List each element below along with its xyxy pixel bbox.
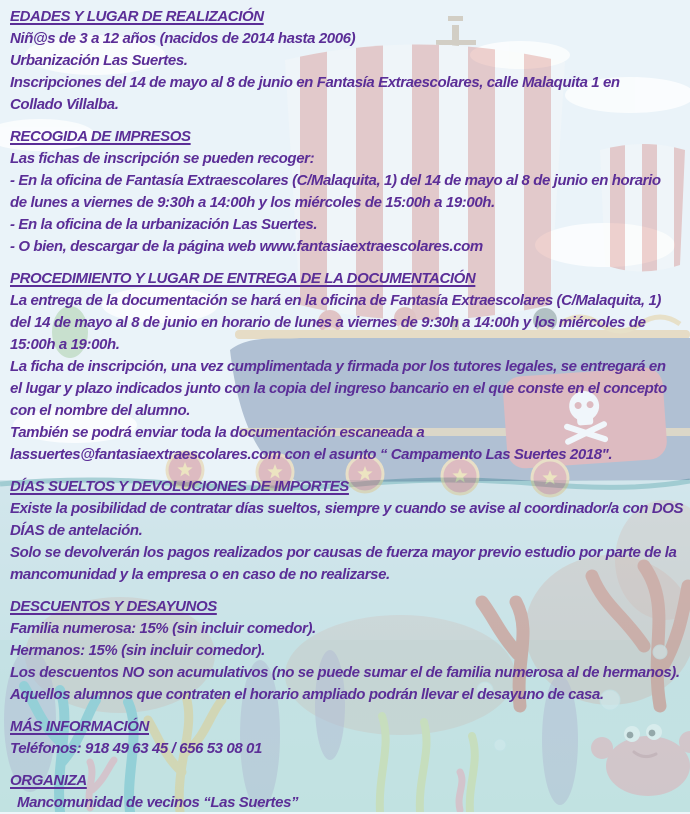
text-line: Familia numerosa: 15% (sin incluir comedor). (10, 620, 316, 637)
text-line: del 14 de mayo al 8 de junio en horario de lunes a viernes de 9:30h a 14:00h y los miércoles de (10, 314, 646, 331)
text-line: mancomunidad y la empresa o en caso de no realizarse. (10, 566, 390, 583)
text-line: Aquellos alumnos que contraten el horario ampliado podrán llevar el desayuno de casa. (10, 686, 604, 703)
section-heading: DÍAS SUELTOS Y DEVOLUCIONES DE IMPORTES (10, 478, 349, 495)
text-line: - En la oficina de Fantasía Extraescolares (C/Malaquita, 1) del 14 de mayo al 8 de junio en horario (10, 172, 661, 189)
section-heading: EDADES Y LUGAR DE REALIZACIÓN (10, 8, 264, 25)
section-heading: RECOGIDA DE IMPRESOS (10, 128, 191, 145)
text-line: Las fichas de inscripción se pueden recoger: (10, 150, 315, 167)
section-heading: ORGANIZA (10, 772, 87, 789)
section-heading: PROCEDIMIENTO Y LUGAR DE ENTREGA DE LA DOCUMENTACIÓN (10, 270, 476, 287)
section-organiza (10, 770, 690, 814)
section-recogida (10, 126, 690, 258)
phone-numbers: Teléfonos: 918 49 63 45 / 656 53 08 01 (10, 740, 262, 757)
text-line: Urbanización Las Suertes. (10, 52, 188, 69)
text-line: La entrega de la documentación se hará en la oficina de Fantasía Extraescolares (C/Malaquita, 1) (10, 292, 661, 309)
section-mas-informacion (10, 716, 690, 760)
organizer-name: Mancomunidad de vecinos “Las Suertes” (17, 794, 299, 811)
text-line: Niñ@s de 3 a 12 años (nacidos de 2014 hasta 2006) (10, 30, 356, 47)
text-line: Inscripciones del 14 de mayo al 8 de junio en Fantasía Extraescolares, calle Malaquita 1 en (10, 74, 620, 91)
section-procedimiento (10, 268, 690, 466)
text-line: Solo se devolverán los pagos realizados por causas de fuerza mayor previo estudio por parte de la (10, 544, 677, 561)
text-line: También se podrá enviar toda la documentación escaneada a (10, 424, 425, 441)
text-line: lassuertes@fantasiaextraescolares.com con el asunto “ Campamento Las Suertes 2018". (10, 446, 613, 463)
section-edades (10, 6, 690, 116)
text-line: - En la oficina de la urbanización Las Suertes. (10, 216, 318, 233)
flyer-text (10, 6, 690, 814)
section-heading: DESCUENTOS Y DESAYUNOS (10, 598, 217, 615)
text-line: Collado Villalba. (10, 96, 119, 113)
section-descuentos (10, 596, 690, 706)
text-line: el lugar y plazo indicados junto con la copia del ingreso bancario en el que conste en el concepto (10, 380, 667, 397)
text-line: Hermanos: 15% (sin incluir comedor). (10, 642, 265, 659)
text-line: DÍAS de antelación. (10, 522, 143, 539)
text-line: Los descuentos NO son acumulativos (no se puede sumar el de familia numerosa al de hermanos). (10, 664, 680, 681)
section-heading: MÁS INFORMACIÓN (10, 718, 149, 735)
text-line: Existe la posibilidad de contratar días sueltos, siempre y cuando se avise al coordinador/a con DOS (10, 500, 684, 517)
text-line: con el nombre del alumno. (10, 402, 191, 419)
text-line: 15:00h a 19:00h. (10, 336, 120, 353)
section-dias-sueltos (10, 476, 690, 586)
text-line: de lunes a viernes de 9:30h a 14:00h y los miércoles de 15:00h a 19:00h. (10, 194, 495, 211)
text-line: - O bien, descargar de la página web www.fantasiaextraescolares.com (10, 238, 483, 255)
text-line: La ficha de inscripción, una vez cumplimentada y firmada por los tutores legales, se entregará en (10, 358, 666, 375)
